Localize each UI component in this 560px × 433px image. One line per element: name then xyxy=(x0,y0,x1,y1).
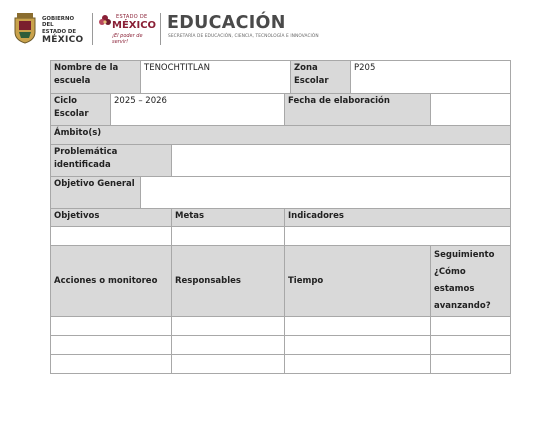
time-header: Tiempo xyxy=(285,246,431,317)
elaboration-date-label: Fecha de elaboración xyxy=(285,94,431,126)
general-goal-field[interactable] xyxy=(141,177,511,209)
gov-line-1: GOBIERNO DEL xyxy=(42,16,75,29)
actions-header: Acciones o monitoreo xyxy=(51,246,172,317)
responsible-cell[interactable] xyxy=(172,355,285,374)
responsible-cell[interactable] xyxy=(172,317,285,336)
page-title: EDUCACIÓN xyxy=(167,13,286,33)
action-cell[interactable] xyxy=(51,336,172,355)
page-header xyxy=(10,10,550,50)
objectives-cell[interactable] xyxy=(51,227,172,246)
followup-cell[interactable] xyxy=(431,355,511,374)
action-cell[interactable] xyxy=(51,317,172,336)
gov-line-2: ESTADO DE xyxy=(42,28,77,35)
school-cycle-label: Ciclo Escolar xyxy=(51,94,111,126)
page-subtitle: SECRETARÍA DE EDUCACIÓN, CIENCIA, TECNOLOGÍA E INNOVACIÓN xyxy=(168,34,319,39)
table-row xyxy=(51,355,511,374)
responsible-cell[interactable] xyxy=(172,336,285,355)
followup-cell[interactable] xyxy=(431,336,511,355)
followup-cell[interactable] xyxy=(431,317,511,336)
scope-label: Ámbito(s) xyxy=(51,126,511,145)
followup-header: Seguimiento ¿Cómo estamos avanzando? xyxy=(431,246,511,317)
school-zone-field[interactable]: P205 xyxy=(351,61,511,94)
general-goal-label: Objetivo General xyxy=(51,177,141,209)
state-big-text: MÉXICO xyxy=(112,20,157,31)
school-name-field[interactable]: TENOCHTITLAN xyxy=(141,61,291,94)
action-cell[interactable] xyxy=(51,355,172,374)
table-row xyxy=(51,317,511,336)
elaboration-date-field[interactable] xyxy=(431,94,511,126)
state-tagline: ¡El poder de servir! xyxy=(112,33,143,45)
school-name-label: Nombre de la escuela xyxy=(51,61,141,94)
flower-logo-icon xyxy=(98,14,112,28)
targets-cell[interactable] xyxy=(172,227,285,246)
time-cell[interactable] xyxy=(285,336,431,355)
time-cell[interactable] xyxy=(285,317,431,336)
table-row xyxy=(51,336,511,355)
objectives-header: Objetivos xyxy=(51,209,172,227)
problem-field[interactable] xyxy=(172,145,511,177)
gov-line-3: MÉXICO xyxy=(42,34,84,45)
school-cycle-field[interactable]: 2025 – 2026 xyxy=(111,94,285,126)
problem-label: Problemática identificada xyxy=(51,145,172,177)
header-divider-2 xyxy=(160,13,161,45)
targets-header: Metas xyxy=(172,209,285,227)
government-name xyxy=(42,16,86,45)
indicators-cell[interactable] xyxy=(285,227,511,246)
state-shield-icon xyxy=(12,12,38,44)
indicators-header: Indicadores xyxy=(285,209,511,227)
header-divider xyxy=(92,13,93,45)
state-logo xyxy=(98,12,158,44)
time-cell[interactable] xyxy=(285,355,431,374)
school-zone-label: Zona Escolar xyxy=(291,61,351,94)
responsible-header: Responsables xyxy=(172,246,285,317)
state-small-text: ESTADO DE xyxy=(116,14,148,20)
planning-form xyxy=(50,60,511,374)
